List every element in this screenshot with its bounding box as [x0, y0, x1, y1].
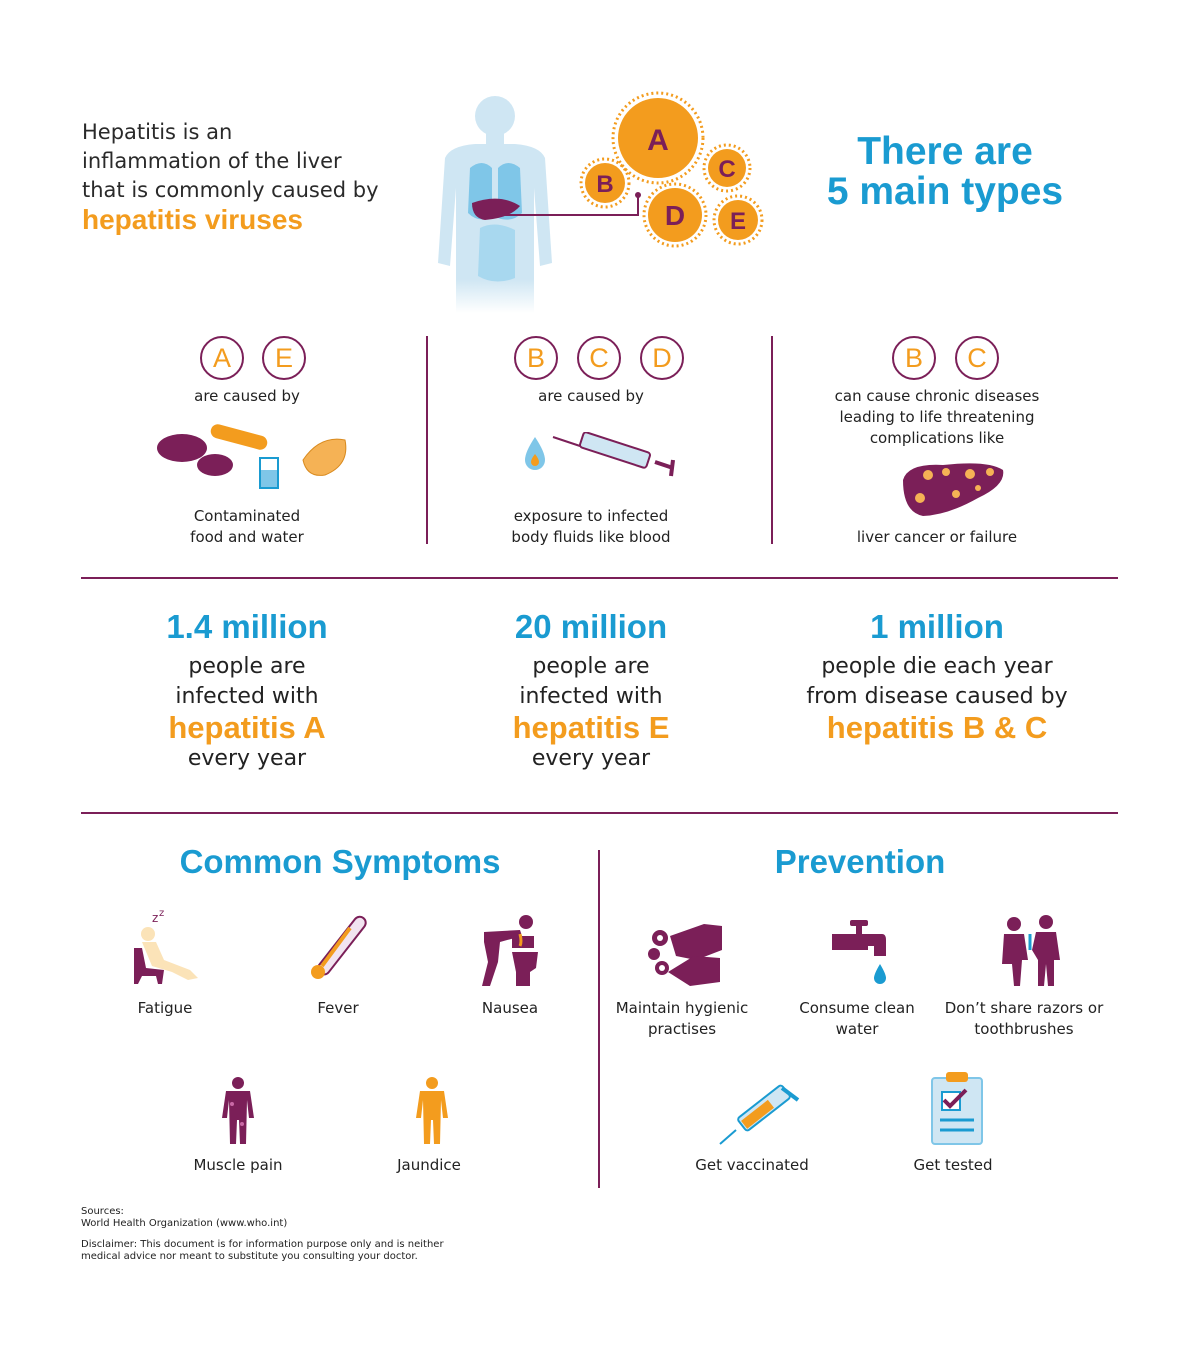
- svg-text:z: z: [159, 908, 165, 919]
- symptom-label-fever: Fever: [317, 999, 359, 1017]
- col1-desc-line-2: food and water: [190, 528, 304, 546]
- vaccine-icon: [718, 1078, 802, 1148]
- virus-letter-e: E: [729, 208, 747, 235]
- types-heading-line-2: 5 main types: [826, 170, 1064, 213]
- jaundice-icon: [412, 1076, 452, 1146]
- prevention-label-vaccinated: Get vaccinated: [695, 1156, 809, 1174]
- col1-desc-line-1: Contaminated: [193, 507, 301, 525]
- stat-a-line-3: every year: [187, 746, 307, 771]
- stat-a-line-2: infected with: [175, 684, 319, 709]
- virus-letter-c: C: [718, 156, 736, 183]
- types-heading: [800, 132, 1090, 212]
- prevention-hygiene-line-1: Maintain hygienic: [615, 999, 749, 1017]
- clipboard-test-icon: [930, 1068, 984, 1146]
- prevention-water-line-2: water: [835, 1020, 879, 1038]
- stat-bc-highlight: hepatitis B & C: [826, 710, 1048, 745]
- divider-vertical-2: [771, 336, 773, 544]
- virus-letter-a: A: [647, 124, 669, 157]
- stat-e-line-3: every year: [531, 746, 651, 771]
- divider-horizontal-2: [81, 812, 1118, 814]
- col2-desc-line-1: exposure to infected: [513, 507, 669, 525]
- stat-a-line-1: people are: [188, 654, 306, 679]
- prevention-sharing-line-1: Don’t share razors or: [944, 999, 1104, 1017]
- col3-caption-line-2: leading to life threatening: [839, 408, 1035, 426]
- stat-a-highlight: hepatitis A: [168, 710, 326, 745]
- symptom-label-fatigue: Fatigue: [137, 999, 193, 1017]
- virus-cluster: [575, 88, 775, 248]
- divider-vertical-3: [598, 850, 600, 1188]
- prevention-hygiene-line-2: practises: [647, 1020, 717, 1038]
- letter-badge-c: C: [577, 336, 621, 380]
- damaged-liver-icon: [898, 460, 1008, 520]
- intro-highlight: hepatitis viruses: [82, 204, 303, 235]
- symptom-label-nausea: Nausea: [481, 999, 539, 1017]
- symptom-label-muscle-pain: Muscle pain: [193, 1156, 283, 1174]
- intro-line-3: that is commonly caused by: [82, 178, 379, 202]
- prevention-label-water: [781, 998, 933, 1040]
- stat-e-line-2: infected with: [519, 684, 663, 709]
- stat-e-highlight: hepatitis E: [512, 710, 670, 745]
- handwashing-icon: [646, 916, 726, 988]
- col1-caption: are caused by: [194, 387, 300, 405]
- virus-letter-d: D: [664, 200, 686, 231]
- col1-description: [90, 506, 404, 548]
- stat-hepatitis-bc: [780, 608, 1094, 744]
- muscle-pain-icon: [218, 1076, 258, 1146]
- disclaimer-line-1: Disclaimer: This document is for information purpose only and is neither: [81, 1239, 444, 1250]
- col2-caption: are caused by: [538, 387, 644, 405]
- stat-e-number: 20 million: [514, 608, 668, 645]
- letter-badge-a: A: [200, 336, 244, 380]
- letter-badge-d: D: [640, 336, 684, 380]
- food-water-icon: [155, 420, 355, 495]
- divider-horizontal-1: [81, 577, 1118, 579]
- stat-hepatitis-a: [90, 608, 404, 774]
- col2-desc-line-2: body fluids like blood: [511, 528, 671, 546]
- thermometer-icon: [302, 908, 382, 988]
- letter-badge-c-chronic: C: [955, 336, 999, 380]
- col3-caption: [780, 386, 1094, 449]
- water-tap-icon: [828, 918, 888, 988]
- col3-description: liver cancer or failure: [856, 528, 1018, 546]
- svg-text:z: z: [152, 911, 159, 925]
- letter-badge-b: B: [514, 336, 558, 380]
- stat-e-line-1: people are: [532, 654, 650, 679]
- syringe-blood-icon: [515, 432, 680, 482]
- nausea-icon: [476, 912, 546, 988]
- stat-bc-line-1: people die each year: [821, 654, 1053, 679]
- symptoms-title: Common Symptoms: [179, 843, 501, 880]
- symptom-label-jaundice: Jaundice: [397, 1156, 461, 1174]
- stat-bc-number: 1 million: [870, 608, 1004, 645]
- stat-a-number: 1.4 million: [166, 608, 328, 645]
- prevention-water-line-1: Consume clean: [799, 999, 915, 1017]
- sources-label: Sources:: [81, 1206, 124, 1217]
- fatigue-icon: [128, 908, 208, 988]
- intro-line-2: inflammation of the liver: [82, 149, 342, 173]
- col2-description: [434, 506, 748, 548]
- no-sharing-icon: [998, 914, 1064, 988]
- prevention-label-no-sharing: [936, 998, 1112, 1040]
- stat-hepatitis-e: [434, 608, 748, 774]
- prevention-sharing-line-2: toothbrushes: [974, 1020, 1074, 1038]
- footer-sources: [81, 1206, 481, 1230]
- prevention-title: Prevention: [774, 843, 946, 880]
- stat-bc-line-2: from disease caused by: [806, 684, 1068, 709]
- footer-disclaimer: [81, 1239, 521, 1263]
- prevention-label-tested: Get tested: [913, 1156, 993, 1174]
- col3-caption-line-1: can cause chronic diseases: [834, 387, 1040, 405]
- prevention-label-hygiene: [606, 998, 758, 1040]
- col3-caption-line-3: complications like: [869, 429, 1005, 447]
- divider-vertical-1: [426, 336, 428, 544]
- intro-text: [82, 118, 412, 234]
- letter-badge-b-chronic: B: [892, 336, 936, 380]
- virus-letter-b: B: [596, 171, 614, 198]
- letter-badge-e: E: [262, 336, 306, 380]
- sources-value: World Health Organization (www.who.int): [81, 1218, 288, 1229]
- intro-line-1: Hepatitis is an: [82, 120, 233, 144]
- disclaimer-line-2: medical advice nor meant to substitute you consulting your doctor.: [81, 1251, 418, 1262]
- types-heading-line-1: There are: [857, 130, 1033, 173]
